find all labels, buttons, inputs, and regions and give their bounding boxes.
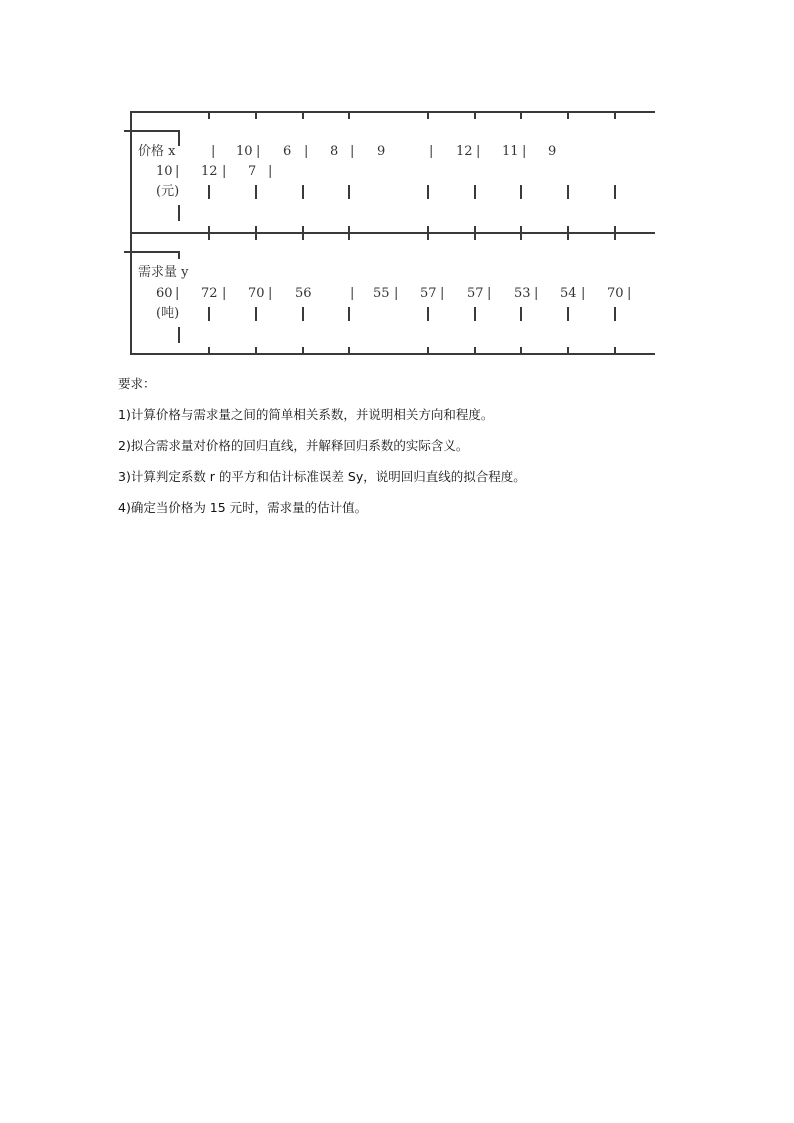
table-cell: 70 <box>248 286 265 301</box>
price-unit: (元) <box>156 184 180 199</box>
table-sep: | <box>476 144 481 159</box>
table-divider <box>567 347 569 355</box>
table-divider <box>255 226 257 240</box>
table-divider <box>520 347 522 355</box>
table-cell: 10 <box>156 164 173 179</box>
table-cell: 9 <box>377 144 386 159</box>
table-cell: 60 <box>156 286 173 301</box>
table-sep: | <box>534 286 539 301</box>
table-divider <box>178 327 180 343</box>
table-sep: | <box>350 286 355 301</box>
table-cell: 12 <box>201 164 218 179</box>
table-divider <box>427 185 429 199</box>
table-divider <box>255 185 257 199</box>
requirement-item: 2)拟合需求量对价格的回归直线，并解释回归系数的实际含义。 <box>118 438 469 453</box>
table-cell: 12 <box>456 144 473 159</box>
table-border-sub <box>124 130 180 132</box>
table-cell: 56 <box>295 286 312 301</box>
table-cell: 11 <box>502 144 519 159</box>
table-divider <box>208 307 210 321</box>
table-cell: 55 <box>373 286 390 301</box>
table-divider <box>208 111 210 119</box>
table-divider <box>255 111 257 119</box>
table-divider <box>474 185 476 199</box>
table-divider <box>348 347 350 355</box>
table-sep: | <box>175 286 180 301</box>
table-divider <box>474 347 476 355</box>
table-divider <box>427 347 429 355</box>
table-border-left <box>130 111 132 355</box>
table-divider <box>567 185 569 199</box>
table-sep: | <box>304 144 309 159</box>
table-divider <box>178 205 180 221</box>
table-cell: 8 <box>330 144 339 159</box>
table-cell: 6 <box>283 144 292 159</box>
table-cell: 10 <box>236 144 253 159</box>
table-cell: 53 <box>514 286 531 301</box>
table-cell: 72 <box>201 286 218 301</box>
table-sep: | <box>394 286 399 301</box>
table-cell: 57 <box>420 286 437 301</box>
table-sep: | <box>268 286 273 301</box>
table-divider <box>302 347 304 355</box>
table-divider <box>255 307 257 321</box>
table-divider <box>178 130 180 146</box>
table-sep: | <box>256 144 261 159</box>
table-divider <box>474 307 476 321</box>
table-divider <box>348 226 350 240</box>
table-divider <box>567 226 569 240</box>
table-divider <box>567 111 569 119</box>
table-divider <box>520 307 522 321</box>
table-divider <box>208 185 210 199</box>
table-divider <box>614 347 616 355</box>
price-label: 价格 x <box>138 144 176 159</box>
table-divider <box>208 226 210 240</box>
table-sep: | <box>350 144 355 159</box>
table-divider <box>178 251 180 259</box>
table-divider <box>474 226 476 240</box>
table-divider <box>427 226 429 240</box>
demand-label: 需求量 y <box>138 265 189 280</box>
requirements-heading: 要求： <box>118 376 156 391</box>
table-divider <box>255 347 257 355</box>
table-divider <box>208 347 210 355</box>
table-border-sub <box>124 251 180 253</box>
table-sep: | <box>522 144 527 159</box>
table-sep: | <box>222 286 227 301</box>
table-sep: | <box>627 286 632 301</box>
table-sep: | <box>222 164 227 179</box>
table-divider <box>302 307 304 321</box>
table-divider <box>614 307 616 321</box>
table-divider <box>520 185 522 199</box>
table-divider <box>427 307 429 321</box>
table-divider <box>567 307 569 321</box>
table-sep: | <box>211 144 216 159</box>
table-divider <box>520 111 522 119</box>
table-cell: 54 <box>560 286 577 301</box>
table-cell: 7 <box>248 164 257 179</box>
table-divider <box>474 111 476 119</box>
requirement-item: 4)确定当价格为 15 元时，需求量的估计值。 <box>118 500 368 515</box>
table-divider <box>614 226 616 240</box>
requirement-item: 3)计算判定系数 r 的平方和估计标准误差 Sy，说明回归直线的拟合程度。 <box>118 469 526 484</box>
requirement-item: 1)计算价格与需求量之间的简单相关系数，并说明相关方向和程度。 <box>118 407 494 422</box>
table-sep: | <box>487 286 492 301</box>
table-divider <box>302 111 304 119</box>
table-divider <box>348 185 350 199</box>
table-cell: 70 <box>607 286 624 301</box>
table-divider <box>427 111 429 119</box>
table-sep: | <box>440 286 445 301</box>
table-cell: 9 <box>548 144 557 159</box>
table-sep: | <box>175 164 180 179</box>
table-divider <box>520 226 522 240</box>
table-sep: | <box>268 164 273 179</box>
table-divider <box>614 185 616 199</box>
table-divider <box>614 111 616 119</box>
table-cell: 57 <box>467 286 484 301</box>
table-divider <box>348 111 350 119</box>
demand-unit: (吨) <box>156 306 180 321</box>
table-divider <box>302 185 304 199</box>
table-divider <box>302 226 304 240</box>
table-sep: | <box>429 144 434 159</box>
table-sep: | <box>581 286 586 301</box>
table-divider <box>348 307 350 321</box>
